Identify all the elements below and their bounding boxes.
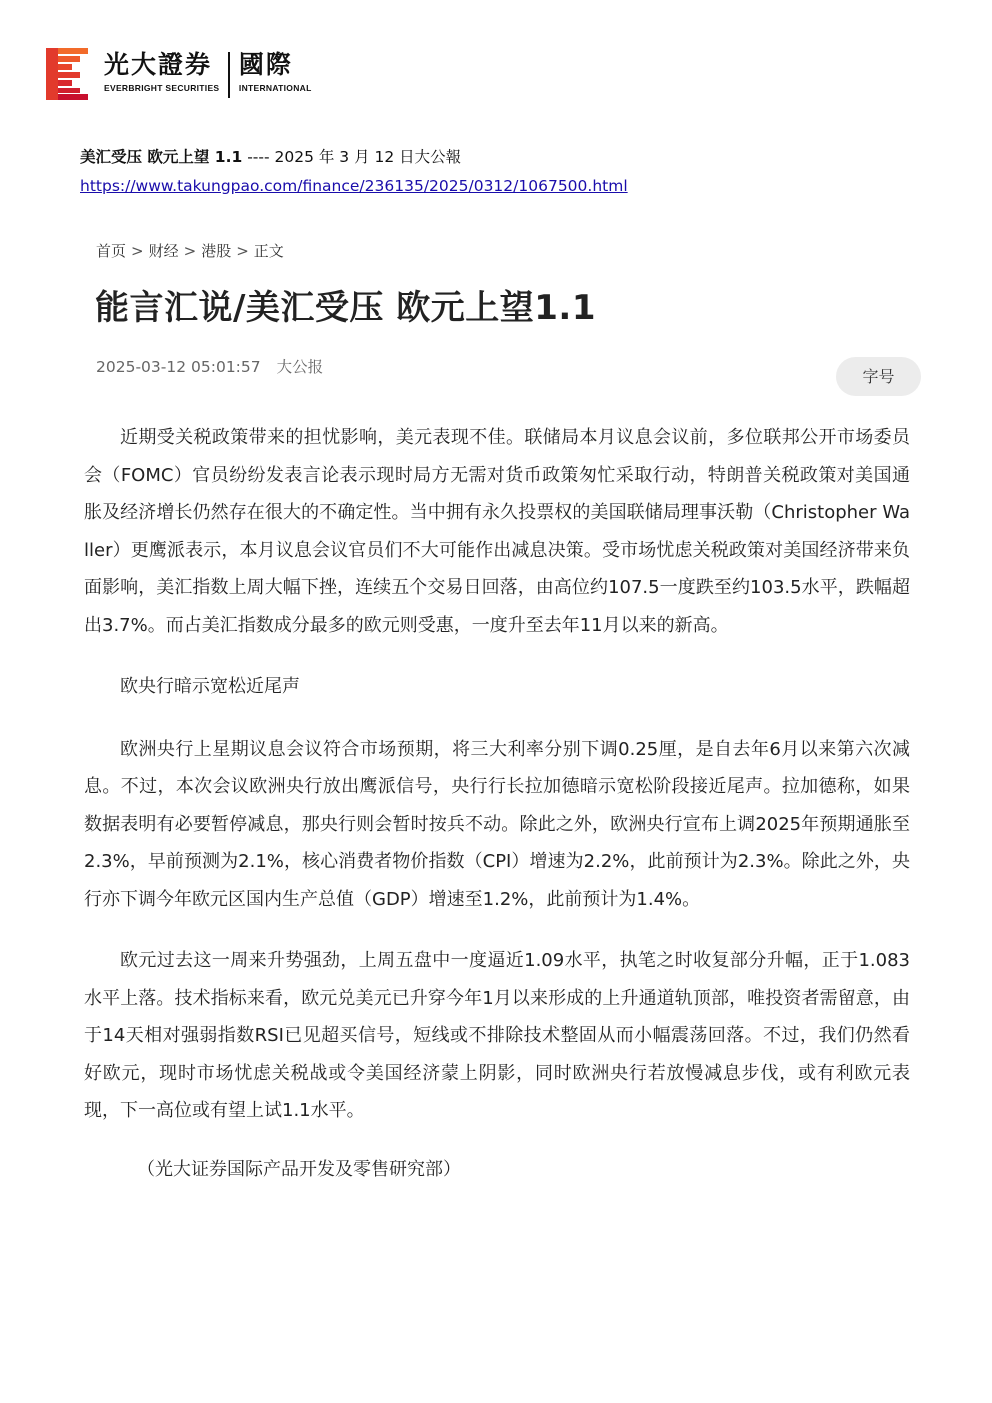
article-source: 大公报 <box>276 358 324 376</box>
breadcrumb-separator: > <box>236 242 249 260</box>
article-paragraph: 欧元过去这一周来升势强劲，上周五盘中一度逼近1.09水平，执笔之时收复部分升幅，正于1.083水平上落。技术指标来看，欧元兑美元已升穿今年1月以来形成的上升通道轨顶部，唯投资者需留意，由于14天相对强弱指数RSI已见超买信号，短线或不排除技术整固从而小幅震荡回落。不过，我们仍然看好欧元，现时市场忧虑关税战或令美国经济蒙上阴影，同时欧洲央行若放慢减息步伐，或有利欧元表现，下一高位或有望上试1.1水平。 <box>84 950 910 1121</box>
breadcrumb-separator: > <box>131 242 144 260</box>
article-headline: 能言汇说/美汇受压 欧元上望1.1 <box>95 288 596 328</box>
article-paragraph: 近期受关税政策带来的担忧影响，美元表现不佳。联储局本月议息会议前，多位联邦公开市场委员会（FOMC）官员纷纷发表言论表示现时局方无需对货币政策匆忙采取行动，特朗普关税政策对美国通胀及经济增长仍然存在很大的不确定性。当中拥有永久投票权的美国联储局理事沃勒（Christopher Waller）更鹰派表示，本月议息会议官员们不大可能作出减息决策。受市场忧虑关税政策对美国经济带来负面影响，美汇指数上周大幅下挫，连续五个交易日回落，由高位约107.5一度跌至约103.5水平，跌幅超出3.7%。而占美汇指数成分最多的欧元则受惠，一度升至去年11月以来的新高。 <box>84 427 910 636</box>
source-date-publisher: ---- 2025 年 3 月 12 日大公報 <box>242 148 462 166</box>
logo-divider <box>228 52 230 98</box>
logo-chinese-name: 光大證券 <box>104 50 213 79</box>
breadcrumb-separator: > <box>183 242 197 260</box>
logo-english-suffix: INTERNATIONAL <box>238 83 312 93</box>
breadcrumb-home[interactable]: 首页 <box>96 242 127 260</box>
article-paragraph: 欧洲央行上星期议息会议符合市场预期，将三大利率分别下调0.25厘，是自去年6月以来第六次减息。不过，本次会议欧洲央行放出鹰派信号，央行行长拉加德暗示宽松阶段接近尾声。拉加德称，如果数据表明有必要暂停减息，那央行则会暂时按兵不动。除此之外，欧洲央行宣布上调2025年预期通胀至2.3%，早前预测为2.1%，核心消费者物价指数（CPI）增速为2.2%，此前预计为2.3%。除此之外，央行亦下调今年欧元区国内生产总值（GDP）增速至1.2%，此前预计为1.4%。 <box>84 738 910 910</box>
article-credit: （光大证券国际产品开发及零售研究部） <box>137 1158 461 1180</box>
article-datetime: 2025-03-12 05:01:57 <box>96 358 261 376</box>
font-size-button[interactable]: 字号 <box>836 357 921 396</box>
logo-chinese-suffix: 國際 <box>238 50 293 79</box>
breadcrumb <box>96 240 284 262</box>
article-meta <box>96 356 323 378</box>
company-logo <box>46 48 312 100</box>
source-title: 美汇受压 欧元上望 1.1 <box>80 148 243 166</box>
logo-english-name: EVERBRIGHT SECURITIES <box>104 83 220 93</box>
everbright-logo-icon <box>46 48 88 100</box>
article-body <box>84 419 910 1212</box>
source-citation <box>80 146 461 168</box>
source-url-link[interactable]: https://www.takungpao.com/finance/236135/2025/0312/1067500.html <box>80 177 628 195</box>
breadcrumb-current: 正文 <box>253 242 284 260</box>
breadcrumb-finance[interactable]: 财经 <box>148 242 179 260</box>
breadcrumb-hk-stocks[interactable]: 港股 <box>201 242 232 260</box>
article-subheading: 欧央行暗示宽松近尾声 <box>120 676 300 697</box>
